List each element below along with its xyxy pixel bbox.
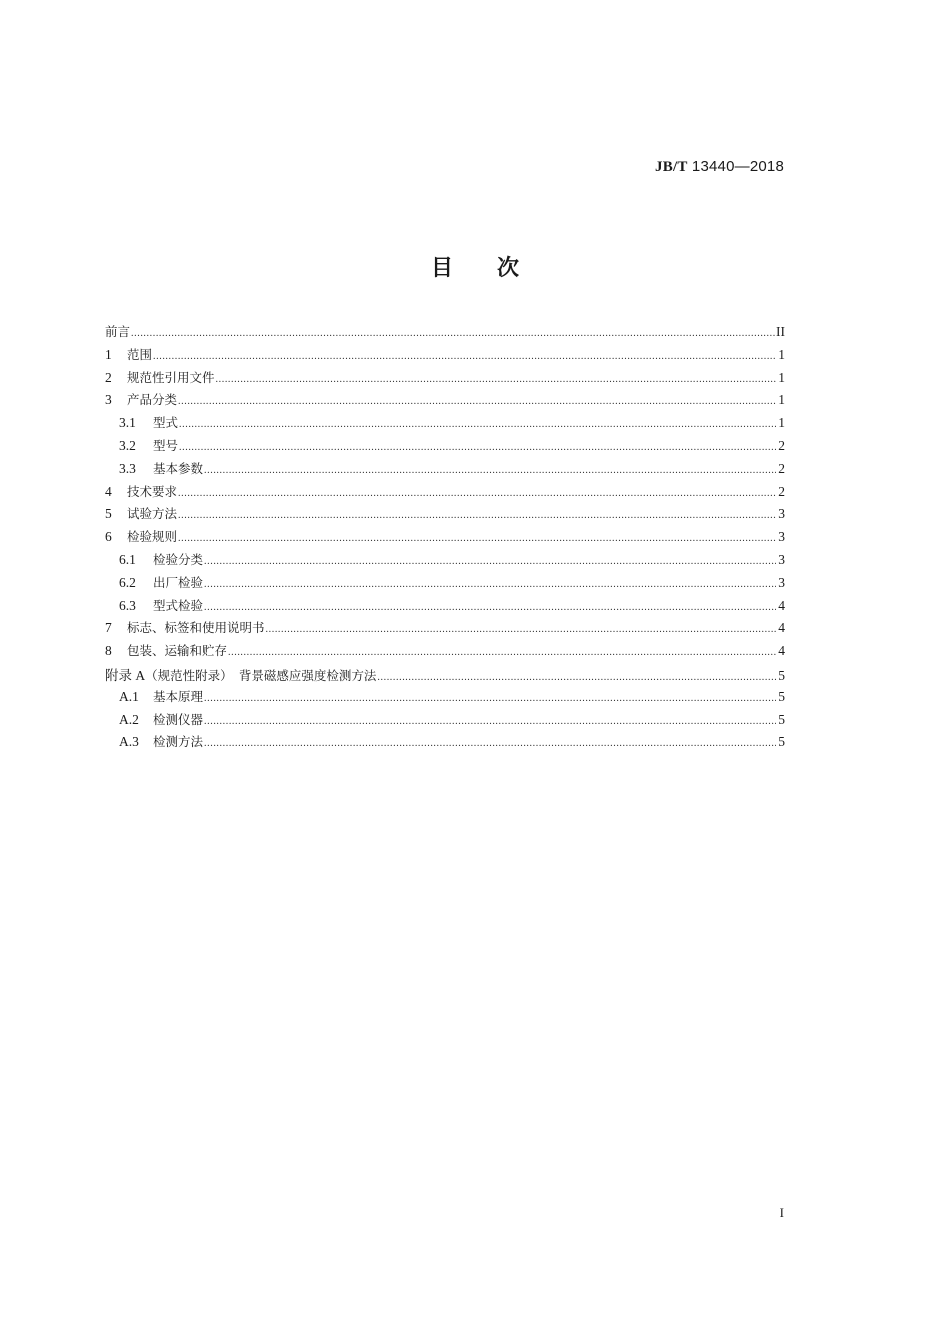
toc-label: 技术要求 — [127, 483, 178, 499]
toc-number: A.2 — [119, 711, 139, 727]
dot-leader — [204, 579, 776, 590]
toc-page: 3 — [778, 529, 785, 545]
toc-number: 3.1 — [119, 415, 136, 431]
toc-number: A.1 — [119, 688, 139, 704]
dot-leader — [216, 374, 776, 385]
toc-page: 4 — [778, 597, 785, 613]
toc-label: （规范性附录） 背景磁感应强度检测方法 — [145, 667, 377, 683]
toc-label: 出厂检验 — [153, 574, 204, 590]
dot-leader — [179, 419, 776, 430]
toc-page: 4 — [778, 643, 785, 659]
toc-number: 5 — [105, 506, 112, 522]
toc-number: 1 — [105, 346, 112, 362]
toc-page: 5 — [778, 711, 785, 727]
dot-leader — [228, 647, 776, 658]
dot-leader — [377, 672, 776, 683]
dot-leader — [204, 556, 776, 567]
toc-entry[interactable] — [105, 390, 785, 413]
toc-subentry[interactable] — [105, 710, 785, 733]
toc-number: 6.1 — [119, 551, 136, 567]
standard-code — [655, 158, 784, 176]
dot-leader — [179, 442, 776, 453]
toc-entry-appendix[interactable] — [105, 664, 785, 687]
toc-page: 2 — [778, 437, 785, 453]
toc-page: 5 — [778, 734, 785, 750]
toc-page: 1 — [778, 392, 785, 408]
toc-number: A.3 — [119, 734, 139, 750]
standard-number: 13440—2018 — [691, 158, 784, 175]
toc-label: 型式 — [153, 415, 179, 431]
toc-number: 3 — [105, 392, 112, 408]
toc-subentry[interactable] — [105, 459, 785, 482]
toc-label: 产品分类 — [127, 392, 178, 408]
dot-leader — [178, 488, 776, 499]
dot-leader — [204, 693, 776, 704]
toc-page: 2 — [778, 483, 785, 499]
toc-entry[interactable] — [105, 641, 785, 664]
toc-number: 6.2 — [119, 574, 136, 590]
toc-number: 8 — [105, 643, 112, 659]
toc-number: 6 — [105, 529, 112, 545]
dot-leader — [204, 465, 776, 476]
toc-page: 1 — [778, 369, 785, 385]
toc-number: 4 — [105, 483, 112, 499]
toc-page: II — [776, 324, 785, 339]
toc-label: 检测方法 — [153, 734, 204, 750]
toc-page: 3 — [778, 506, 785, 522]
toc-label: 基本原理 — [153, 688, 204, 704]
dot-leader — [204, 738, 776, 749]
toc-label: 标志、标签和使用说明书 — [127, 620, 265, 636]
toc-page: 2 — [778, 460, 785, 476]
toc-subentry[interactable] — [105, 687, 785, 710]
toc-label: 基本参数 — [153, 460, 204, 476]
toc-page: 3 — [778, 574, 785, 590]
standard-prefix: JB/T — [655, 159, 688, 175]
dot-leader — [204, 602, 776, 613]
toc-entry[interactable] — [105, 527, 785, 550]
toc-subentry[interactable] — [105, 573, 785, 596]
toc-number: 3.3 — [119, 460, 136, 476]
toc-page: 5 — [778, 667, 785, 683]
toc-number: 6.3 — [119, 597, 136, 613]
page-folio: I — [779, 1205, 784, 1220]
toc-subentry[interactable] — [105, 413, 785, 436]
dot-leader — [266, 624, 776, 635]
toc-page: 3 — [778, 551, 785, 567]
dot-leader — [204, 716, 776, 727]
toc-label: 检测仪器 — [153, 711, 204, 727]
page-title: 目次 — [430, 256, 563, 281]
toc-entry[interactable] — [105, 504, 785, 527]
dot-leader — [131, 328, 775, 339]
toc-number: 7 — [105, 620, 112, 636]
toc-page: 1 — [778, 346, 785, 362]
toc-number: 2 — [105, 369, 112, 385]
toc-entry-foreword[interactable] — [105, 322, 785, 345]
toc-label: 前言 — [105, 324, 131, 339]
dot-leader — [178, 396, 776, 407]
dot-leader — [153, 351, 776, 362]
toc-subentry[interactable] — [105, 436, 785, 459]
toc-page: 4 — [778, 620, 785, 636]
toc-label: 检验分类 — [153, 551, 204, 567]
toc-entry[interactable] — [105, 482, 785, 505]
toc-subentry[interactable] — [105, 732, 785, 755]
toc-label: 包装、运输和贮存 — [127, 643, 228, 659]
toc-subentry[interactable] — [105, 596, 785, 619]
toc-subentry[interactable] — [105, 550, 785, 573]
toc-label: 试验方法 — [127, 506, 178, 522]
toc-entry[interactable] — [105, 345, 785, 368]
toc-number: 3.2 — [119, 437, 136, 453]
dot-leader — [178, 533, 776, 544]
toc-label: 检验规则 — [127, 529, 178, 545]
dot-leader — [178, 510, 776, 521]
toc-label: 范围 — [127, 346, 153, 362]
table-of-contents — [105, 322, 785, 755]
toc-page: 1 — [778, 415, 785, 431]
toc-entry[interactable] — [105, 618, 785, 641]
toc-label: 规范性引用文件 — [127, 369, 215, 385]
toc-label: 型式检验 — [153, 597, 204, 613]
toc-page: 5 — [778, 688, 785, 704]
toc-entry[interactable] — [105, 368, 785, 391]
toc-label: 型号 — [153, 437, 179, 453]
toc-number: 附录 A — [105, 667, 146, 683]
